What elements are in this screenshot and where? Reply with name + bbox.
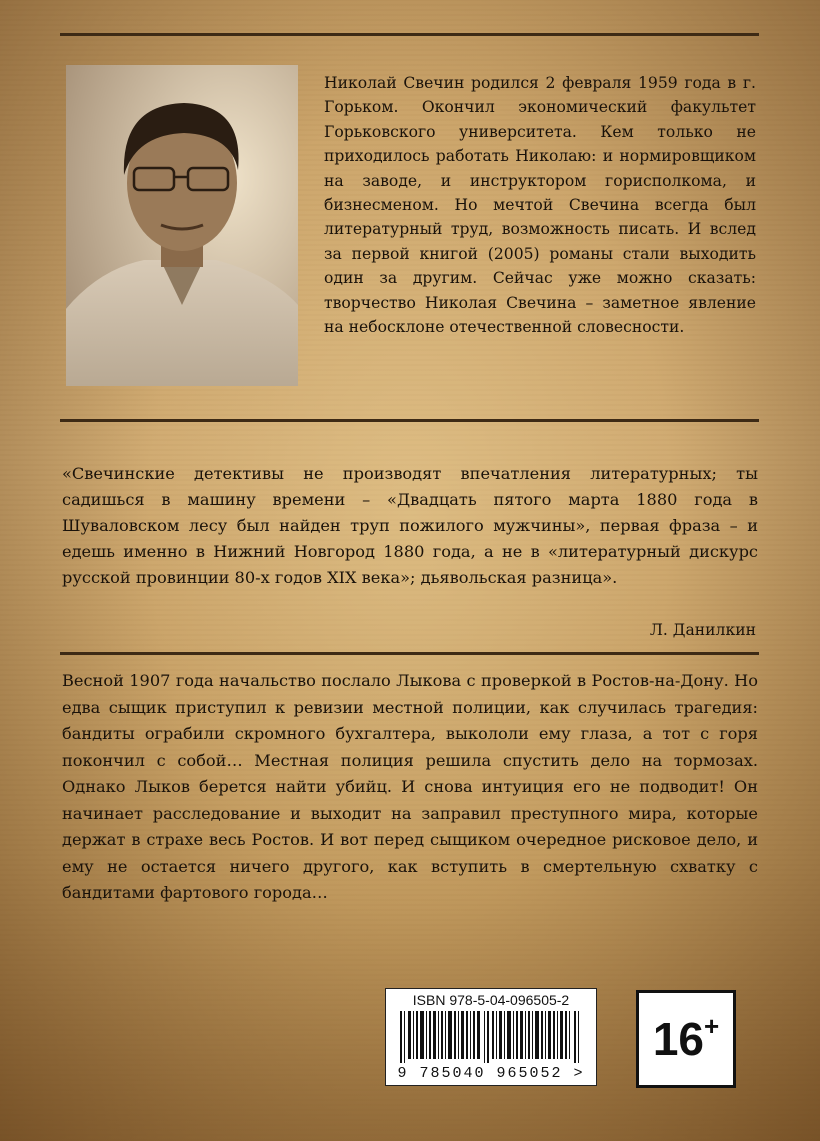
isbn-label: ISBN 978-5-04-096505-2	[412, 992, 570, 1008]
barcode-bars	[400, 1011, 582, 1063]
author-bio: Николай Свечин родился 2 февраля 1959 года в г. Горьком. Окончил экономический факультет Горьковского университета. Кем только не приходилось работать Николаю: и нормировщиком на заводе, и инструктором горисполкома, и бизнесменом. Но мечтой Свечина всегда был литературный труд, возможность писать. И вслед за первой книгой (2005) романы стали выходить один за другим. Сейчас уже можно сказать: творчество Николая Свечина – заметное явление на небосклоне отечественной словесности.	[324, 74, 756, 337]
age-rating-number: 16	[652, 1013, 704, 1065]
lower-divider	[60, 652, 759, 655]
book-synopsis: Весной 1907 года начальство послало Лыкова с проверкой в Ростов-на-Дону. Но едва сыщик приступил к ревизии местной полиции, как случилась трагедия: бандиты ограбили скромного бухгалтера, выкололи ему глаза, а тот с горя покончил с собой… Местная полиция решила спустить дело на тормозах. Однако Лыков берется найти убийц. И снова интуиция его не подводит! Он начинает расследование и выходит на заправил преступного мира, которые держат в страхе весь Ростов. И вот перед сыщиком очередное рисковое дело, и ему не остается ничего другого, как вступить в смертельную схватку с бандитами фартового города…	[62, 671, 758, 902]
barcode-digits: 9 785040 965052 >	[386, 1065, 596, 1082]
age-rating-plus: +	[703, 1011, 720, 1041]
middle-divider	[60, 419, 759, 422]
review-quote: «Свечинские детективы не производят впечатления литературных; ты садишься в машину времени – «Двадцать пятого марта 1880 года в Шуваловском лесу был найден труп пожилого мужчины», первая фраза – и едешь именно в Нижний Новгород 1880 года, а не в «литературный дискурс русской провинции 80-х годов XIX века»; дьявольская разница».	[62, 464, 758, 587]
quote-attribution: Л. Данилкин	[649, 621, 756, 639]
age-rating-badge	[636, 990, 736, 1088]
top-divider	[60, 33, 759, 36]
author-photo	[66, 65, 298, 386]
isbn-barcode	[385, 988, 597, 1086]
